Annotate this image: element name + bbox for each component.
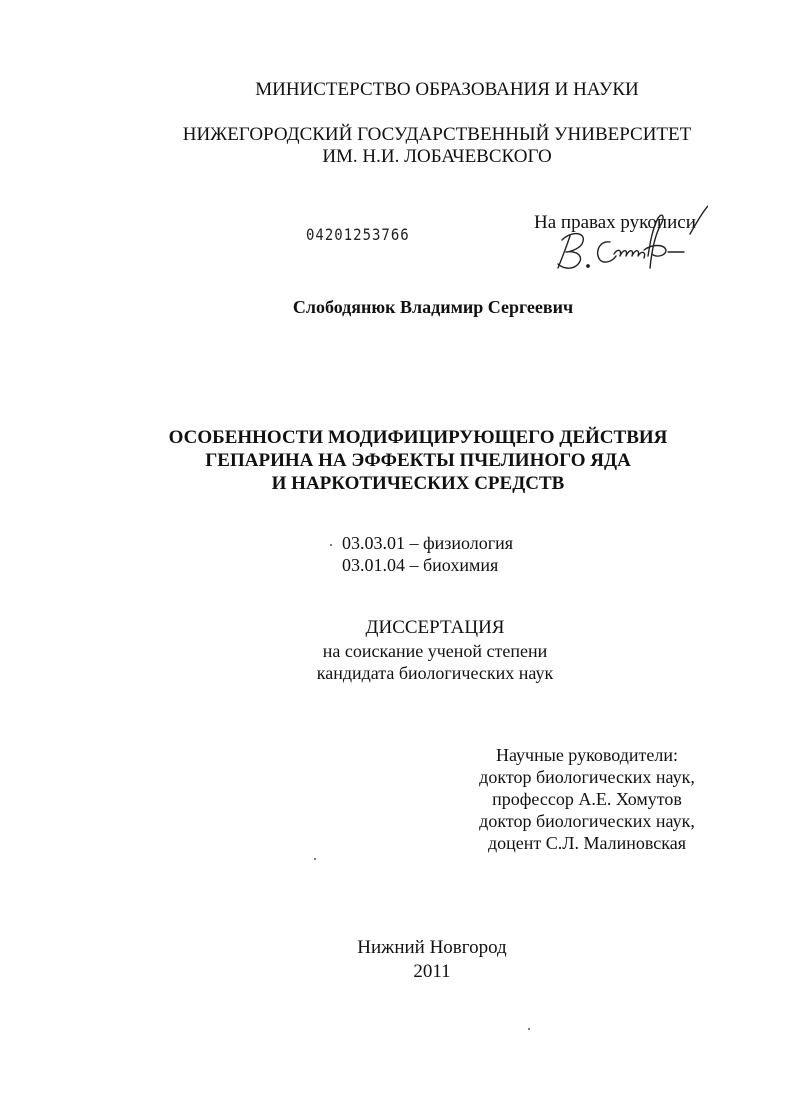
handwritten-signature — [548, 204, 708, 276]
specialty-physiology: 03.03.01 – физиология — [342, 533, 514, 553]
supervisors-block — [462, 744, 712, 854]
dissertation-heading: ДИССЕРТАЦИЯ — [365, 617, 505, 638]
document-code: 04201253766 — [306, 226, 410, 245]
scan-speck — [528, 1028, 530, 1030]
author-name: Слободянюк Владимир Сергеевич — [292, 297, 574, 317]
specialty-biochemistry: 03.01.04 – биохимия — [342, 555, 499, 575]
city: Нижний Новгород — [357, 937, 507, 958]
footer-block — [0, 936, 798, 984]
degree-line-2: кандидата биологических наук — [316, 663, 554, 683]
year: 2011 — [413, 961, 451, 982]
title-line-1: ОСОБЕННОСТИ МОДИФИЦИРУЮЩЕГО ДЕЙСТВИЯ — [168, 427, 668, 448]
supervisor-line-1: доктор биологических наук, — [479, 767, 695, 787]
supervisor-line-4: доцент С.Л. Малиновская — [487, 833, 687, 853]
dissertation-block — [0, 616, 798, 684]
supervisors-heading: Научные руководители: — [495, 745, 679, 765]
title-line-3: И НАРКОТИЧЕСКИХ СРЕДСТВ — [271, 473, 565, 494]
supervisor-line-3: доктор биологических наук, — [479, 811, 695, 831]
title-line-2: ГЕПАРИНА НА ЭФФЕКТЫ ПЧЕЛИНОГО ЯДА — [205, 450, 631, 471]
dissertation-title — [0, 426, 798, 495]
scan-speck — [330, 544, 332, 546]
rights-note: На правах рукописи — [534, 212, 696, 233]
supervisor-line-2: профессор А.Е. Хомутов — [492, 789, 682, 809]
specialty-codes — [342, 532, 513, 576]
university-subtitle: ИМ. Н.И. ЛОБАЧЕВСКОГО — [322, 146, 552, 167]
scan-speck — [314, 858, 316, 860]
ministry-name: МИНИСТЕРСТВО ОБРАЗОВАНИЯ И НАУКИ — [255, 79, 639, 100]
university-name: НИЖЕГОРОДСКИЙ ГОСУДАРСТВЕННЫЙ УНИВЕРСИТЕТ — [182, 124, 692, 145]
degree-line-1: на соискание ученой степени — [322, 641, 548, 661]
